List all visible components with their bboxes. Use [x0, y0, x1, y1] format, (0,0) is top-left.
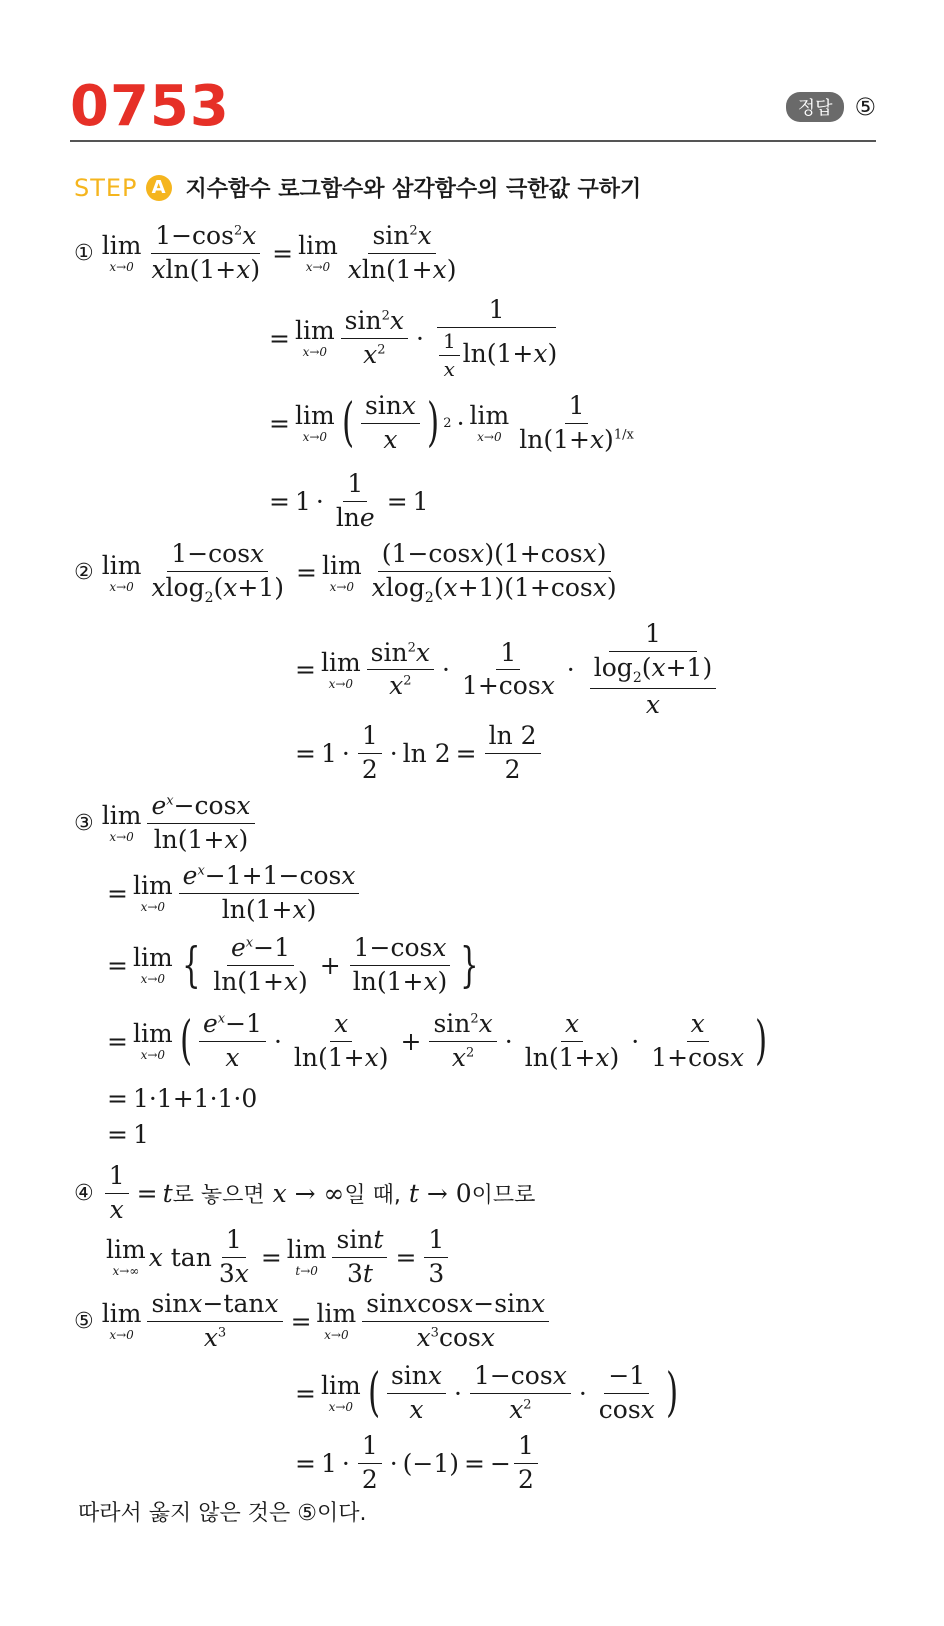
- item3-line4: = lim x→0 ( $\frac{e^x-1}{x}$ · $\frac{x}{\ln(1+x)}$ + $\frac{\sin^2x}{x^2}$ · $\frac{x}{\ln(1+x)}$ · $\frac{x}{1+\cos x}$ ): [107, 1009, 768, 1072]
- item5-line1: ⑤ lim x→0 $\frac{\sin x-\tan x}{x^3}$ = lim x→0 $\frac{\text{sinxcosx−sinx}}{x^3\cos x}$: [74, 1290, 552, 1353]
- item2-line2: = lim x→0 $\frac{\sin^2x}{x^2}$ · $\frac{1}{1+\cos x}$ · $\frac{1}{\frac{\log_2(x+1)}{x}}$: [290, 620, 726, 720]
- item4-text-b: 일 때,: [344, 1182, 401, 1208]
- item1-line1: ① lim x→0 $\frac{1-\cos^2x}{xln(1+x)}$ = lim x→0 $\frac{\sin^2x}{xln(1+x)}$: [74, 221, 457, 284]
- item4-number: ④: [74, 1180, 94, 1206]
- item4-line2: lim x→∞ x tan $\frac{1}{3x}$ = lim t→0 $\frac{\sin t}{3t}$ = $\frac{1}{3}$: [106, 1226, 451, 1289]
- conclusion: 따라서 옳지 않은 것은 ⑤이다.: [78, 1501, 367, 1526]
- item4-text-a: 로 놓으면: [172, 1182, 265, 1208]
- item1-line4: = 1 · $\frac{1}{\ln e}$ = 1: [269, 469, 429, 532]
- header-divider: [70, 140, 876, 142]
- item3-line6: = 1: [107, 1120, 149, 1149]
- item4-line1: ④ $\frac{1}{x}$ = t 로 놓으면 x → ∞ 일 때, t → 0 이므로: [74, 1161, 536, 1224]
- item3-line5: = 1·1+1·1·0: [107, 1084, 258, 1113]
- step-title: 지수함수 로그함수와 삼각함수의 극한값 구하기: [185, 177, 642, 202]
- item5-number: ⑤: [74, 1308, 94, 1334]
- item2-number: ②: [74, 560, 94, 586]
- item5-line3: = 1 · $\frac{1}{2}$ · (−1) = − $\frac{1}{2}$: [290, 1432, 541, 1495]
- item1-number: ①: [74, 240, 94, 266]
- item4-text-c: 이므로: [471, 1182, 536, 1208]
- item2-line1: ② lim x→0 $\frac{1-\cos x}{xlog_2(x+1)}$ = lim x→0 $\frac{(1-\cos x)(1+\cos x)}{xlog_2(x+1)(1+\cos x)}$: [74, 539, 617, 606]
- step-badge: A: [146, 175, 172, 201]
- item3-line3: = lim x→0 { $\frac{e^x-1}{\ln(1+x)}$ + $\frac{1-\cos x}{\ln(1+x)}$ }: [107, 933, 479, 996]
- answer-box: [786, 92, 876, 122]
- item3-line1: ③ lim x→0 $\frac{e^x-\cos x}{\ln(1+x)}$: [74, 792, 258, 855]
- problem-number: 0753: [70, 74, 230, 139]
- item3-line2: = lim x→0 $\frac{e^x-1+1-\cos x}{\ln(1+x)}$: [102, 862, 362, 925]
- item5-line2: = lim x→0 ( $\frac{\sin x}{x}$ · $\frac{1-\cos x}{x^2}$ · $\frac{-1}{\cos x}$ ): [295, 1361, 679, 1424]
- step-label: STEP: [74, 173, 138, 202]
- item1-line2: = lim x→0 $\frac{\sin^2x}{x^2}$ · 1 $\frac{1}{x}$ ln(1+x): [269, 295, 558, 381]
- answer-label: 정답: [786, 92, 845, 122]
- item3-number: ③: [74, 810, 94, 836]
- step-heading: [74, 172, 641, 203]
- item1-line3: = lim x→0 ( $\frac{\sin x}{x}$ ) 2 · lim x→0 $\frac{1}{\ln(1+x)^{1/x}}$: [269, 391, 634, 454]
- item2-line3: = 1 · $\frac{1}{2}$ · ln 2 = $\frac{\ln 2}{2}$: [290, 722, 544, 785]
- answer-value: ⑤: [854, 93, 876, 121]
